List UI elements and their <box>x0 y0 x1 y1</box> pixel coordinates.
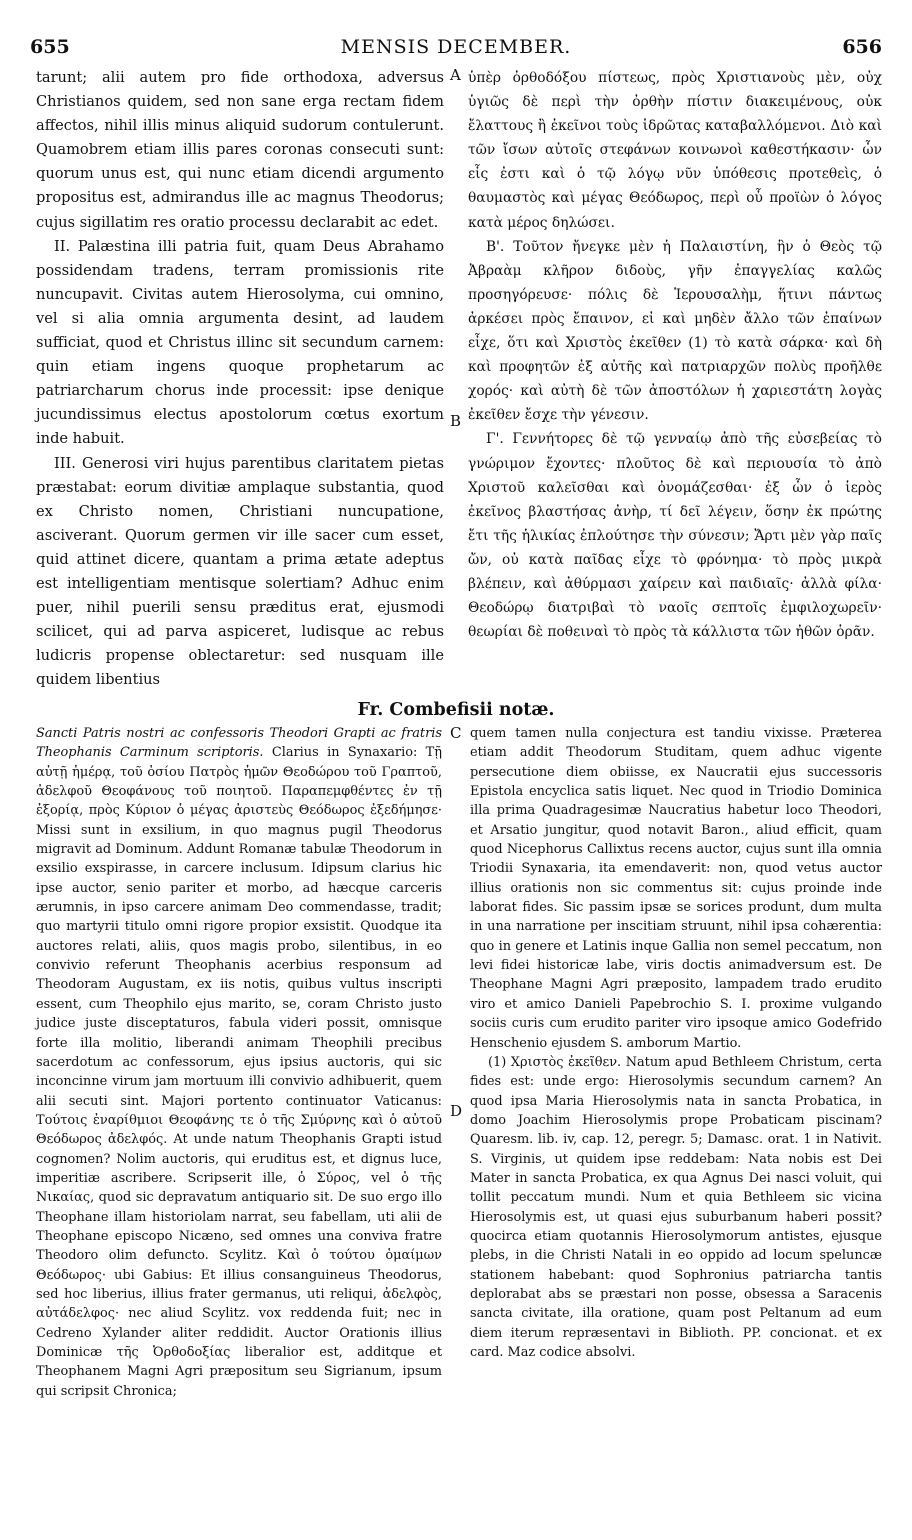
greek-text-column <box>468 66 882 644</box>
running-header <box>30 36 882 62</box>
margin-marker-b: B <box>450 412 462 430</box>
notes-left-column <box>36 724 442 1401</box>
margin-marker-c: C <box>450 724 462 742</box>
greek-paragraph: Β'. Τοῦτον ἤνεγκε μὲν ἡ Παλαιστίνη, ἣν ὁ Θεὸς τῷ Ἀβραὰμ κλῆρον διδοὺς, γῆν ἐπαγγελίας καλῶς προσηγόρευσε· πόλις δὲ Ἱερουσαλὴμ, ἥτινι πάντως ἀρκέσει πρὸς ἔπαινον, εἰ καὶ μηδὲν ἄλλο τῶν ἐπαίνων εἶχε, ὅτι καὶ Χριστὸς ἐκεῖθεν (1) τὸ κατὰ σάρκα· καὶ δὴ καὶ προφητῶν ἐξ αὐτῆς καὶ πατριαρχῶν πολὺς προῆλθε χορός· καὶ αὐτὴ δὲ τῶν ἀποστόλων ἡ χαριεστάτη λογὰς ἐκεῖθεν ἔσχε τὴν γένεσιν. <box>468 238 882 424</box>
latin-paragraph: tarunt; alii autem pro fide orthodoxa, adversus Christianos quidem, sed non sane erga rectam fidem affectos, nihil illis minus aliquid sudorum contulerunt. Quamobrem etiam illis pares coronas consecuti sunt: quorum unus est, qui nunc etiam dicendi argumento propositus est, admirandus ille ac magnus Theodorus; cujus sigillatim res oratio processu declarabit ac edet. <box>36 69 444 231</box>
greek-paragraph: ὑπὲρ ὀρθοδόξου πίστεως, πρὸς Χριστιανοὺς μὲν, οὐχ ὑγιῶς δὲ περὶ τὴν ὀρθὴν πίστιν διακειμένους, οὐκ ἔλαττους ἢ ἐκεῖνοι τοὺς ἱδρῶτας καταβαλλόμενοι. Διὸ καὶ τῶν ἴσων αὐτοῖς στεφάνων κοινωνοὶ καθεστήκασιν· ὧν εἷς ἐστι καὶ ὁ τῷ λόγῳ νῦν ὑπόθεσις προτεθεὶς, ὁ θαυμαστὸς καὶ μέγας Θεόδωρος, περὶ οὗ προϊὼν ὁ λόγος κατὰ μέρος δηλώσει. <box>468 70 882 231</box>
margin-marker-d: D <box>450 1102 463 1120</box>
margin-marker-a: A <box>450 66 461 84</box>
notes-right-column <box>470 724 882 1362</box>
running-title: MENSIS DECEMBER. <box>340 36 572 58</box>
page-number-right: 656 <box>842 36 882 58</box>
greek-paragraph: Γ'. Γεννήτορες δὲ τῷ γενναίῳ ἀπὸ τῆς εὐσεβείας τὸ γνώριμον ἔχοντες· πλοῦτος δὲ καὶ περιουσία τὸ ἀπὸ Χριστοῦ καλεῖσθαι καὶ ὀνομάζεσθαι· ἐξ ὧν ὁ ἱερὸς ἐκεῖνος βλαστήσας ἀνὴρ, τί δεῖ λέγειν, ὅσην ἐκ πρώτης ἔτι τῆς ἡλικίας ἐπλούτησε τὴν σύνεσιν; Ἄρτι μὲν γὰρ παῖς ὤν, οὐ κατὰ παῖδας εἶχε τὸ φρόνημα· τὸ πρὸς μικρὰ βλέπειν, καὶ ἀθύρμασι χαίρειν καὶ παιδιαῖς· ἀλλὰ φίλα· Θεοδώρῳ διατριβαὶ τὸ ναοῖς σεπτοῖς ἐμφιλοχωρεῖν· θεωρίαι δὲ ποθειναὶ τὸ πρὸς τὰ κάλλιστα τῶν ἠθῶν ὁρᾶν. <box>468 431 882 641</box>
note-paragraph <box>36 724 442 1401</box>
note-lemma: Sancti Patris nostri ac confessoris Theodori Grapti ac fratris Theophanis Carminum scriptoris. <box>36 726 442 761</box>
note-paragraph: quem tamen nulla conjectura est tandiu vixisse. Præterea etiam addit Theodorum Studitam, quem adhuc vigente persecutione diem obiisse, ex Naucratii ejus successoris Epistola encyclica satis liquet. Nec quod in Triodio Dominica illa prima Quadragesimæ Naucratius habetur loco Theodori, et Arsatio jungitur, quod notavit Baron., aliud efficit, quam quod Nicephorus Callixtus recens auctor, cujus sunt illa omnia Triodii Synaxaria, ita emendaverit: non, quod vetus auctor illius orationis non sic commentus sit: cujus proinde inde laborat fides. Sic passim ipsæ se sorices produnt, dum multa in una narratione per inscitiam struunt, nihil ipsa cohærentia: quo in genere et Latinis inque Gallia non semel peccatum, non levi fidei historicæ labe, viris doctis animadversum est. De Theophane Magni Agri præposito, lampadem trado erudito viro et amico Danieli Papebrochio S. I. proxime vulgando sociis curis cum erudito pariter viro ipsoque amico Godefrido Henschenio ejusdem S. amborum Martio. <box>470 726 882 1051</box>
note-text: Clarius in Synaxario: Τῇ αὐτῇ ἡμέρᾳ, τοῦ ὁσίου Πατρὸς ἡμῶν Θεοδώρου τοῦ Γραπτοῦ, ἀδελφοῦ Θεοφάνους τοῦ ποιητοῦ. Παραπεμφθέντες ἐν τῇ ἐξορίᾳ, πρὸς Κύριον ὁ μέγας ἀριστεὺς Θεόδωρος ἐξεδήμησε· Missi sunt in exsilium, in quo magnus pugil Theodorus migravit ad Dominum. Addunt Romanæ tabulæ Theodorum in exsilio exspirasse, in carcere inclusum. Idipsum clarius hic ipse auctor, senio pariter et morbo, ad hæcque carceris ærumnis, in ipso carcere animam Deo commendasse, tradit; quo martyrii titulo omni rigore propior exsistit. Quodque ita auctores relati, aliis, quos magis probo, silentibus, in eo convivio referunt Theophanis acerbius responsum ad Theodoram Augustam, ex iis notis, quibus vultus inscripti essent, cum Theophilo ejus marito, se, coram Christo justo judice juste disceptaturos, fabula videri possit, omnisque forte illa molitio, liberandi animam Theophili precibus sacerdotum ac confessorum, ejus ipsius auctoris, qui sic inconcinne virum jam mortuum illi convivio adhibuerit, quem alii secuti sint. Majori portento continuator Vaticanus: Τούτοις ἐναρίθμιοι Θεοφάνης τε ὁ τῆς Σμύρνης καὶ ὁ αὐτοῦ Θεόδωρος ἀδελφός. At unde natum Theophanis Grapti istud cognomen? Nolim auctoris, qui eruditus est, et dignus luce, imperitiæ ascribere. Scripserit ille, ὁ Σύρος, vel ὁ τῆς Νικαίας, quod sic depravatum antiquario sit. De suo ergo illo Theophane illam historiolam narrat, seu fabellam, uti alii de Theophane episcopo Nicæno, sed omnes una conviva fratre Theodoro olim defuncto. Scylitz. Καὶ ὁ τούτου ὁμαίμων Θεόδωρος· ubi Gabius: Et illius consanguineus Theodorus, sed hoc liberius, illius frater germanus, uti reliqui, ἀδελφὸς, αὐτάδελφος· nec aliud Scylitz. vox reddenda fuit; nec in Cedreno Xylander aliter reddidit. Auctor Orationis illius Dominicæ τῆς Ὀρθοδοξίας liberalior est, additque et Theophanem Magni Agri præpositum seu Sigrianum, ipsum qui scripsit Chronica; <box>36 745 442 1399</box>
latin-text-column <box>36 66 444 692</box>
note-paragraph: (1) Χριστὸς ἐκεῖθεν. Natum apud Bethleem Christum, certa fides est: unde ergo: Hierosolymis secundum carnem? An quod ipsa Maria Hierosolymis nata in sancta Probatica, in domo Joachim Hierosolymis prope Probaticam piscinam? Quaresm. lib. iv, cap. 12, peregr. 5; Damasc. orat. 1 in Nativit. S. Virginis, ut quidem ipse reddebam: Nata nobis est Dei Mater in sancta Probatica, ex qua Agnus Dei nasci voluit, qui tollit peccatum mundi. Num et quia Bethleem sic vicina Hierosolymis est, ut quasi ejus suburbanum haberi possit? quocirca etiam quotannis Hierosolymorum antistes, ejusque plebs, in die Christi Natali in eo oppido ad locum speluncæ stationem habebant: quod Sophronius patriarcha tantis deplorabat abs se præstari non posse, obsessa a Saracenis sancta civitate, illa oratione, quam post Peltanum ad eum diem iterum repræsentavi in Biblioth. PP. concionat. et ex card. Maz codice absolvi. <box>470 1054 882 1360</box>
notes-heading: Fr. Combefisii notæ. <box>357 700 555 720</box>
page-number-left: 655 <box>30 36 70 58</box>
latin-paragraph: III. Generosi viri hujus parentibus claritatem pietas præstabat: eorum divitiæ amplaque substantia, quod ex Christo nomen, Christiani nuncupatione, asciverant. Quorum germen vir ille sacer cum esset, quid attinet dicere, quantam a prima ætate adeptus est intelligentiam mentisque solertiam? Adhuc enim puer, nihil puerili sensu præditus erat, ejusmodi scilicet, qui ad parva aspiceret, ludisque ac rebus ludicris propense oblectaretur: sed nusquam ille quidem libentius <box>36 454 444 689</box>
latin-paragraph: II. Palæstina illi patria fuit, quam Deus Abrahamo possidendam tradens, terram promissionis rite nuncupavit. Civitas autem Hierosolyma, cui omnino, vel si alia omnia argumenta desint, ad laudem sufficiat, quod et Christus illinc sit secundum carnem: quin etiam ingens quoque prophetarum ac patriarcharum chorus inde processit: ipse denique jucundissimus electus apostolorum cœtus exortum inde habuit. <box>36 237 444 448</box>
